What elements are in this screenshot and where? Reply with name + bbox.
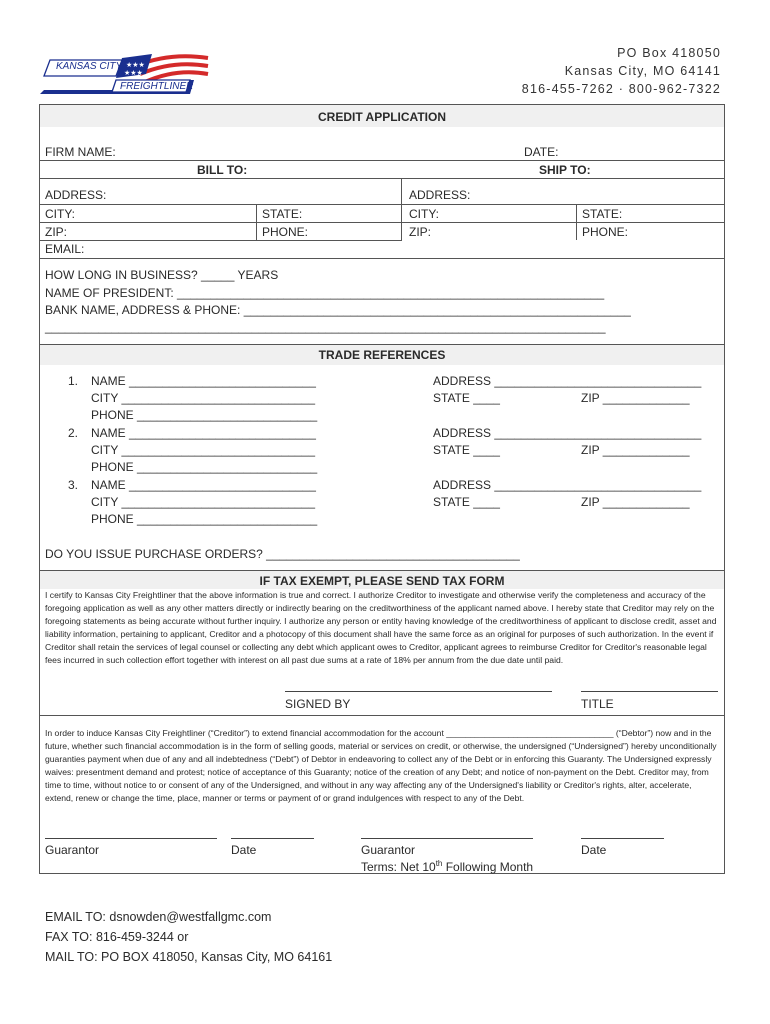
bill-state-label: STATE:	[262, 207, 303, 221]
bill-city-label: CITY:	[45, 207, 76, 221]
ref1-city-field[interactable]: CITY _____________________________	[91, 391, 315, 405]
trade-references-heading: TRADE REFERENCES	[318, 348, 446, 362]
form-title: CREDIT APPLICATION	[318, 110, 446, 124]
ref1-phone-field[interactable]: PHONE ___________________________	[91, 408, 318, 422]
terms-prefix: Terms: Net 10	[361, 860, 436, 874]
fax-to: FAX TO: 816-459-3244 or	[45, 930, 189, 944]
ref2-state-field[interactable]: STATE ____	[433, 443, 500, 457]
bank-info-field[interactable]: BANK NAME, ADDRESS & PHONE: __________________________________________________________	[45, 303, 631, 317]
title-line[interactable]	[581, 691, 718, 692]
bill-phone-label: PHONE:	[262, 225, 309, 239]
svg-text:★★★: ★★★	[126, 61, 145, 69]
certification-paragraph: I certify to Kansas City Freightliner that the above information is true and correct. I authorize Creditor to investigate and otherwise verify the completeness and accuracy of the foregoing application as well as any other matters directly or indirectly bearing on the creditworthiness of the applicant named above. I hereby state that Creditor may rely on the foregoing statements as being accurate without further inquiry. I authorize any person or entity having knowledge of the creditworthiness of applicant to disclose credit, asset and liability information, pertaining to applicant, Creditor and a photocopy of this document shall have the same force as an original for purposes of such authorization. In the event if Creditor shall retain the services of legal counsel or collecting any debt which applicant owes to Creditor, applicant agrees to reimburse Creditor for Creditor's reasonable legal fees incurred in such collection effort together with interest on all past due sums at a rate of 18% per annum from the due date until paid.	[45, 590, 717, 665]
ref1-state-field[interactable]: STATE ____	[433, 391, 500, 405]
logo-text-freightliner: FREIGHTLINER	[120, 81, 194, 92]
city-state-zip: Kansas City, MO 64141	[564, 64, 721, 78]
purchase-orders-field[interactable]: DO YOU ISSUE PURCHASE ORDERS? ______________________________________	[45, 547, 520, 561]
firm-name-label: FIRM NAME:	[45, 145, 116, 159]
guarantor-line-1[interactable]	[45, 838, 217, 839]
divider	[40, 204, 724, 205]
ref1-name-field[interactable]: NAME ____________________________	[91, 374, 316, 388]
ship-state-label: STATE:	[582, 207, 623, 221]
signed-by-label: SIGNED BY	[285, 697, 351, 711]
ref2-name-field[interactable]: NAME ____________________________	[91, 426, 316, 440]
ref3-state-field[interactable]: STATE ____	[433, 495, 500, 509]
ref2-zip-field[interactable]: ZIP _____________	[581, 443, 690, 457]
phone-numbers: 816-455-7262 · 800-962-7322	[521, 82, 721, 96]
guarantor-label-1: Guarantor	[45, 843, 100, 857]
signed-by-line[interactable]	[285, 691, 552, 692]
guaranty-paragraph: In order to induce Kansas City Freightliner (“Creditor”) to extend financial accommodation for the account ___________________________________ (“Debtor”) now and in the future, whether such financial accommodation is in the form of selling goods, material or services on credit, or otherwise, the undersigned (“Undersigned”) hereby unconditionally guaranties payment when due of any and all indebtedness (“Debt”) of Debtor in endeavoring to collect any of the Debt or in enforcing this Guaranty. The Undersigned expressly waives: presentment demand and protest; notice of acceptance of this Guaranty; notice of the creation of any Debt; and notice of non-payment on the Debt. Creditor may, from time to time, without notice to or consent of any of the Undersigned, and without in any way affecting any of the Undersigned's liability or Creditor's rights, alter, accelerate, extend, renew or change the time, place, manner or terms or payment of or grand indulgences with respect to any of the Debt.	[45, 728, 717, 803]
ref3-address-field[interactable]: ADDRESS _______________________________	[433, 478, 702, 492]
ref3-phone-field[interactable]: PHONE ___________________________	[91, 512, 318, 526]
svg-text:★★★: ★★★	[124, 69, 143, 77]
ref-number-2: 2.	[68, 426, 79, 440]
divider	[40, 715, 724, 716]
terms-superscript: th	[435, 859, 443, 868]
ref1-address-field[interactable]: ADDRESS _______________________________	[433, 374, 702, 388]
divider	[40, 178, 724, 179]
bill-address-label: ADDRESS:	[45, 188, 107, 202]
divider	[40, 222, 724, 223]
ship-to-heading: SHIP TO:	[539, 163, 591, 177]
date-label-2: Date	[581, 843, 607, 857]
divider	[40, 258, 724, 259]
president-name-field[interactable]: NAME OF PRESIDENT: ________________________________________________________________	[45, 286, 605, 300]
ref3-name-field[interactable]: NAME ____________________________	[91, 478, 316, 492]
years-in-business-field[interactable]: HOW LONG IN BUSINESS? _____ YEARS	[45, 268, 279, 282]
ship-zip-label: ZIP:	[409, 225, 432, 239]
payment-terms	[361, 859, 533, 874]
date-label-1: Date	[231, 843, 257, 857]
kc-freightliner-logo	[40, 52, 210, 96]
ship-address-label: ADDRESS:	[409, 188, 471, 202]
guarantor-line-2[interactable]	[361, 838, 533, 839]
ref-number-1: 1.	[68, 374, 79, 388]
date-label: DATE:	[524, 145, 559, 159]
guarantor-label-2: Guarantor	[361, 843, 416, 857]
ref2-phone-field[interactable]: PHONE ___________________________	[91, 460, 318, 474]
divider	[40, 240, 402, 241]
date-line-2[interactable]	[581, 838, 664, 839]
po-box: PO Box 418050	[617, 46, 721, 60]
tax-exempt-heading: IF TAX EXEMPT, PLEASE SEND TAX FORM	[259, 574, 505, 588]
bill-zip-label: ZIP:	[45, 225, 68, 239]
divider	[401, 178, 402, 240]
bank-info-continued-field[interactable]: ____________________________________________________________________________________	[45, 320, 606, 334]
ship-phone-label: PHONE:	[582, 225, 629, 239]
ship-city-label: CITY:	[409, 207, 440, 221]
divider	[40, 160, 724, 161]
ref-number-3: 3.	[68, 478, 79, 492]
logo-text-kansas-city: KANSAS CITY	[56, 61, 123, 72]
ref2-address-field[interactable]: ADDRESS _______________________________	[433, 426, 702, 440]
bill-to-heading: BILL TO:	[197, 163, 248, 177]
date-line-1[interactable]	[231, 838, 314, 839]
ref3-zip-field[interactable]: ZIP _____________	[581, 495, 690, 509]
ref2-city-field[interactable]: CITY _____________________________	[91, 443, 315, 457]
ref3-city-field[interactable]: CITY _____________________________	[91, 495, 315, 509]
terms-suffix: Following Month	[442, 860, 534, 874]
mail-to: MAIL TO: PO BOX 418050, Kansas City, MO 64161	[45, 950, 333, 964]
email-label: EMAIL:	[45, 242, 85, 256]
title-label: TITLE	[581, 697, 614, 711]
ref1-zip-field[interactable]: ZIP _____________	[581, 391, 690, 405]
email-to: EMAIL TO: dsnowden@westfallgmc.com	[45, 910, 272, 924]
